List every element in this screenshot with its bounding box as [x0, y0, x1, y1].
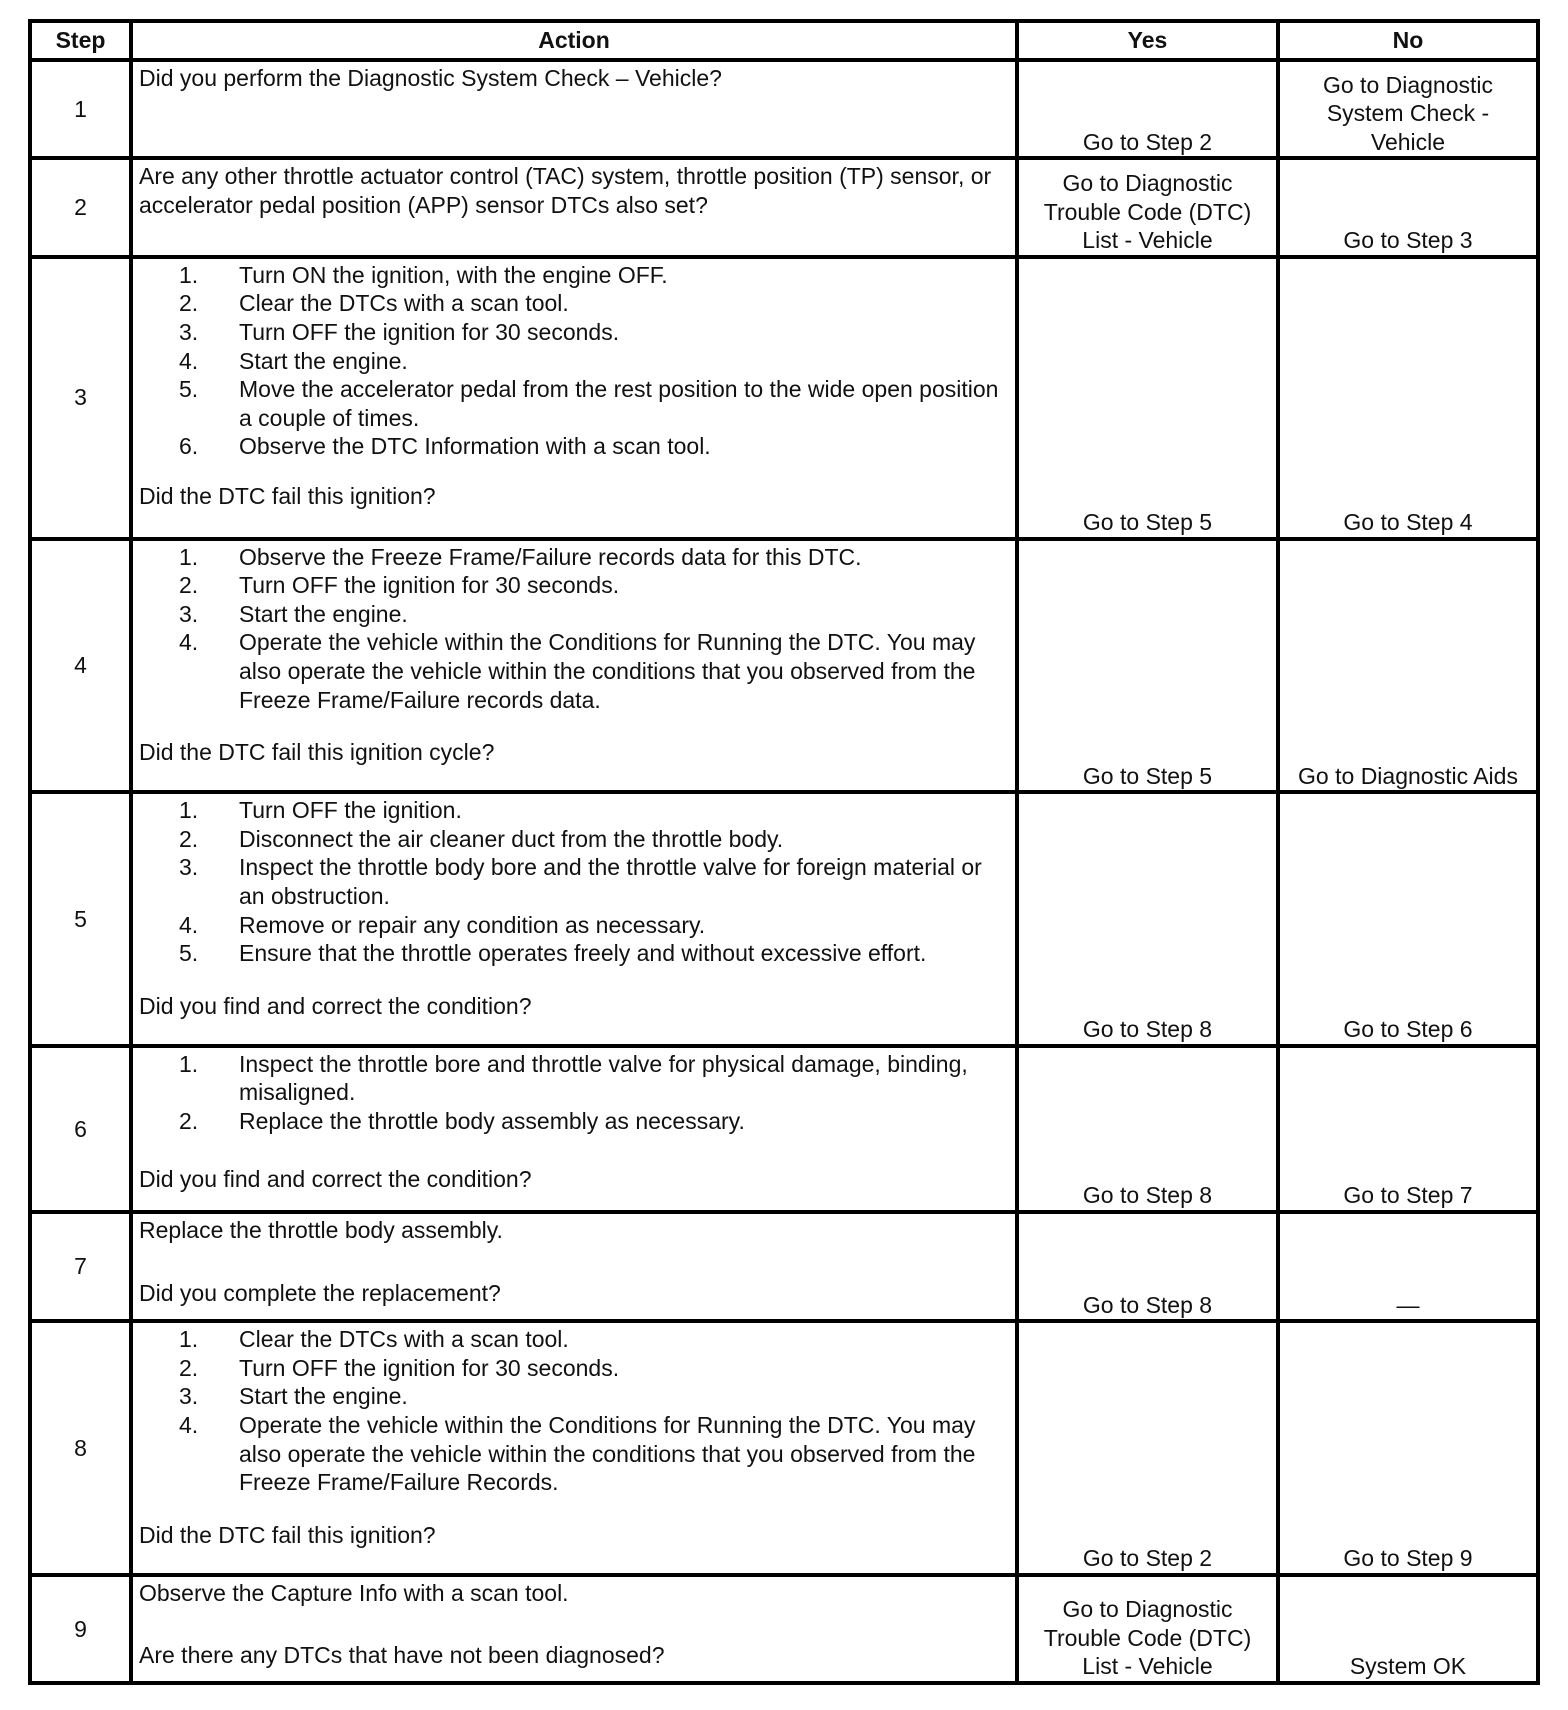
- action-cell: [131, 1321, 1017, 1575]
- no-result: Go to Step 4: [1343, 509, 1473, 536]
- action-cell: [131, 158, 1017, 256]
- yes-result-cell: [1017, 158, 1278, 256]
- table-body: [30, 60, 1538, 1683]
- no-result: Go to Step 9: [1343, 1545, 1473, 1572]
- list-item: [139, 628, 1009, 714]
- list-item: [139, 347, 1009, 376]
- list-item-text: Turn OFF the ignition for 30 seconds.: [239, 318, 620, 345]
- yes-result-cell: [1017, 1046, 1278, 1212]
- header-no: No: [1278, 21, 1538, 60]
- list-item-text: Disconnect the air cleaner duct from the throttle body.: [239, 825, 784, 852]
- list-item-number: 5.: [179, 376, 199, 403]
- yes-result-cell: [1017, 257, 1278, 539]
- list-item: [139, 1411, 1009, 1497]
- list-item-text: Observe the DTC Information with a scan tool.: [239, 433, 711, 460]
- yes-result: Go to Step 5: [1082, 509, 1213, 536]
- yes-result-cell: [1017, 539, 1278, 793]
- table-row: [30, 792, 1538, 1046]
- header-step: Step: [30, 21, 131, 60]
- header-action: Action: [131, 21, 1017, 60]
- action-question: Did you find and correct the condition?: [139, 992, 532, 1019]
- list-item-number: 2.: [179, 572, 199, 599]
- list-item: [139, 1107, 1009, 1136]
- list-item-number: 1.: [179, 543, 199, 570]
- list-item-text: Operate the vehicle within the Conditions for Running the DTC. You may also operate the vehicle within the conditions that you observed from the Freeze Frame/Failure records data.: [239, 629, 976, 713]
- yes-result: Go to Step 8: [1082, 1291, 1213, 1318]
- list-item: [139, 261, 1009, 290]
- step-number: 2: [30, 158, 131, 256]
- action-steps-list: [139, 1050, 1009, 1136]
- action-text: Observe the Capture Info with a scan tool.: [139, 1579, 569, 1606]
- list-item-text: Start the engine.: [239, 347, 408, 374]
- table-row: [30, 257, 1538, 539]
- list-item: [139, 911, 1009, 940]
- list-item: [139, 1050, 1009, 1107]
- list-item-text: Turn ON the ignition, with the engine OFF.: [239, 261, 668, 288]
- table-row: [30, 1046, 1538, 1212]
- step-number: 7: [30, 1212, 131, 1321]
- action-cell: [131, 792, 1017, 1046]
- list-item: [139, 318, 1009, 347]
- action-cell: [131, 60, 1017, 158]
- list-item-number: 3.: [179, 854, 199, 881]
- action-question: Did you complete the replacement?: [139, 1280, 501, 1307]
- list-item-text: Clear the DTCs with a scan tool.: [239, 1326, 569, 1353]
- table-row: [30, 539, 1538, 793]
- no-result-cell: [1278, 60, 1538, 158]
- list-item-text: Observe the Freeze Frame/Failure records data for this DTC.: [239, 543, 862, 570]
- no-result: —: [1396, 1291, 1420, 1318]
- list-item-text: Move the accelerator pedal from the rest position to the wide open position a couple of times.: [239, 376, 999, 431]
- yes-result: Go to Diagnostic Trouble Code (DTC) List - Vehicle: [1043, 1596, 1252, 1680]
- step-number: 9: [30, 1575, 131, 1683]
- list-item: [139, 825, 1009, 854]
- list-item-text: Ensure that the throttle operates freely and without excessive effort.: [239, 940, 927, 967]
- action-steps-list: [139, 1325, 1009, 1497]
- step-number: 4: [30, 539, 131, 793]
- yes-result: Go to Step 2: [1082, 128, 1213, 155]
- table-row: [30, 60, 1538, 158]
- step-number: 8: [30, 1321, 131, 1575]
- list-item-number: 3.: [179, 1383, 199, 1410]
- list-item-number: 3.: [179, 318, 199, 345]
- yes-result-cell: [1017, 60, 1278, 158]
- step-number: 6: [30, 1046, 131, 1212]
- list-item: [139, 543, 1009, 572]
- table-row: [30, 158, 1538, 256]
- action-cell: [131, 1046, 1017, 1212]
- list-item: [139, 1382, 1009, 1411]
- yes-result-cell: [1017, 1575, 1278, 1683]
- action-cell: [131, 539, 1017, 793]
- action-steps-list: [139, 796, 1009, 968]
- no-result-cell: [1278, 1212, 1538, 1321]
- action-question: Did the DTC fail this ignition?: [139, 1521, 436, 1548]
- no-result-cell: [1278, 1046, 1538, 1212]
- list-item: [139, 1325, 1009, 1354]
- list-item-text: Start the engine.: [239, 1383, 408, 1410]
- list-item-text: Operate the vehicle within the Conditions for Running the DTC. You may also operate the vehicle within the conditions that you observed from the Freeze Frame/Failure Records.: [239, 1411, 976, 1496]
- list-item-number: 1.: [179, 261, 199, 288]
- list-item-text: Start the engine.: [239, 600, 408, 627]
- no-result-cell: [1278, 158, 1538, 256]
- list-item-number: 6.: [179, 433, 199, 460]
- no-result: Go to Step 3: [1343, 227, 1473, 254]
- list-item: [139, 939, 1009, 968]
- list-item: [139, 289, 1009, 318]
- yes-result: Go to Step 8: [1082, 1182, 1213, 1209]
- list-item-text: Clear the DTCs with a scan tool.: [239, 290, 569, 317]
- list-item: [139, 796, 1009, 825]
- list-item-number: 1.: [179, 1326, 199, 1353]
- action-question: Did the DTC fail this ignition?: [139, 483, 436, 510]
- list-item-number: 2.: [179, 1107, 199, 1134]
- action-cell: [131, 1212, 1017, 1321]
- table-row: [30, 1321, 1538, 1575]
- list-item-number: 2.: [179, 1354, 199, 1381]
- action-text: Replace the throttle body assembly.: [139, 1216, 503, 1243]
- list-item-number: 2.: [179, 290, 199, 317]
- list-item-text: Turn OFF the ignition for 30 seconds.: [239, 572, 620, 599]
- list-item: [139, 432, 1009, 461]
- list-item: [139, 600, 1009, 629]
- no-result: System OK: [1349, 1653, 1467, 1680]
- list-item-text: Turn OFF the ignition for 30 seconds.: [239, 1354, 620, 1381]
- list-item-number: 4.: [179, 629, 199, 656]
- yes-result: Go to Step 5: [1082, 762, 1213, 789]
- list-item: [139, 853, 1009, 910]
- yes-result-cell: [1017, 792, 1278, 1046]
- no-result: Go to Step 6: [1343, 1016, 1473, 1043]
- list-item: [139, 571, 1009, 600]
- list-item-number: 4.: [179, 911, 199, 938]
- action-steps-list: [139, 261, 1009, 461]
- step-number: 1: [30, 60, 131, 158]
- no-result-cell: [1278, 792, 1538, 1046]
- action-question: Did the DTC fail this ignition cycle?: [139, 739, 495, 766]
- action-cell: [131, 1575, 1017, 1683]
- list-item-text: Inspect the throttle body bore and the throttle valve for foreign material or an obstruction.: [239, 854, 982, 910]
- action-question: Did you find and correct the condition?: [139, 1166, 532, 1193]
- yes-result-cell: [1017, 1212, 1278, 1321]
- action-steps-list: [139, 543, 1009, 715]
- list-item-number: 4.: [179, 1411, 199, 1438]
- no-result: Go to Diagnostic System Check - Vehicle: [1322, 71, 1494, 155]
- diagnostic-table: [28, 19, 1540, 1685]
- step-number: 5: [30, 792, 131, 1046]
- list-item-number: 5.: [179, 940, 199, 967]
- list-item-number: 4.: [179, 347, 199, 374]
- header-yes: Yes: [1017, 21, 1278, 60]
- list-item-number: 3.: [179, 600, 199, 627]
- table-row: [30, 1212, 1538, 1321]
- no-result-cell: [1278, 539, 1538, 793]
- yes-result: Go to Step 8: [1082, 1016, 1213, 1043]
- no-result-cell: [1278, 257, 1538, 539]
- no-result-cell: [1278, 1321, 1538, 1575]
- step-number: 3: [30, 257, 131, 539]
- yes-result: Go to Step 2: [1082, 1545, 1213, 1572]
- list-item-number: 2.: [179, 825, 199, 852]
- list-item-text: Inspect the throttle bore and throttle valve for physical damage, binding, misaligned.: [239, 1050, 968, 1106]
- list-item-text: Turn OFF the ignition.: [239, 797, 462, 824]
- action-text: Are any other throttle actuator control (TAC) system, throttle position (TP) sensor, or accelerator pedal position (APP) sensor DTCs also set?: [139, 163, 992, 218]
- list-item: [139, 375, 1009, 432]
- table-row: [30, 1575, 1538, 1683]
- no-result-cell: [1278, 1575, 1538, 1683]
- list-item-number: 1.: [179, 797, 199, 824]
- yes-result-cell: [1017, 1321, 1278, 1575]
- list-item-text: Remove or repair any condition as necessary.: [239, 911, 706, 938]
- no-result: Go to Step 7: [1343, 1182, 1473, 1209]
- list-item-text: Replace the throttle body assembly as necessary.: [239, 1107, 745, 1134]
- action-question: Are there any DTCs that have not been diagnosed?: [139, 1642, 665, 1669]
- action-cell: [131, 257, 1017, 539]
- no-result: Go to Diagnostic Aids: [1298, 762, 1518, 789]
- header-row: [30, 21, 1538, 60]
- list-item: [139, 1354, 1009, 1383]
- action-text: Did you perform the Diagnostic System Check – Vehicle?: [139, 65, 722, 91]
- list-item-number: 1.: [179, 1050, 199, 1077]
- yes-result: Go to Diagnostic Trouble Code (DTC) List - Vehicle: [1043, 169, 1252, 254]
